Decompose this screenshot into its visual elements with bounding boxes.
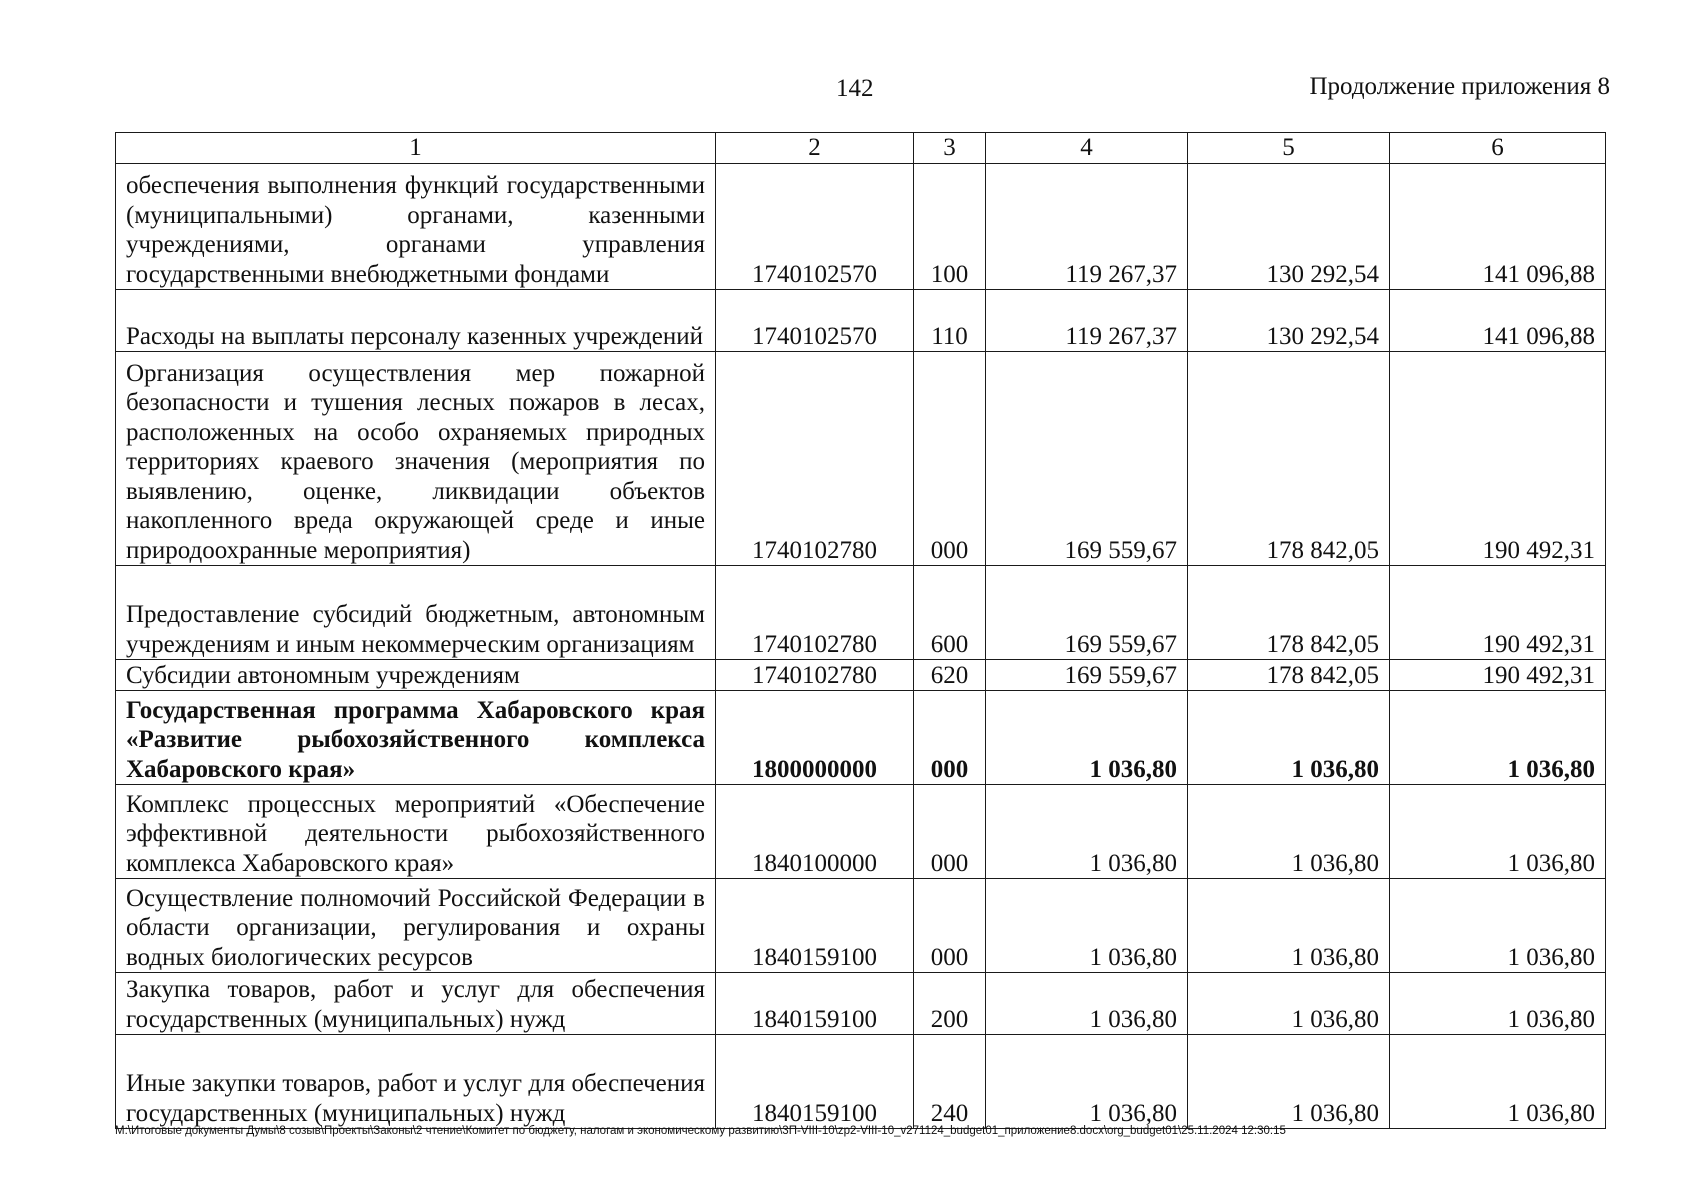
row-target-code: 1840100000 [716,785,914,879]
row-value-year-1: 1 036,80 [986,879,1188,973]
row-value-year-2: 178 842,05 [1188,566,1390,660]
row-value-year-2: 1 036,80 [1188,973,1390,1035]
row-value-year-2: 1 036,80 [1188,785,1390,879]
row-name: Организация осуществления мер пожарной безопасности и тушения лесных пожаров в лесах, расположенных на особо охраняемых природных территориях краевого значения (мероприятия по выявлению, оценке, ликвидации объектов накопленного вреда окружающей среде и иные природоохранные мероприятия) [116,352,716,566]
column-header: 2 [716,133,914,164]
row-expense-type: 200 [914,973,986,1035]
table-header [116,133,1606,164]
row-name: Комплекс процессных мероприятий «Обеспечение эффективной деятельности рыбохозяйственного комплекса Хабаровского края» [116,785,716,879]
row-value-year-2: 130 292,54 [1188,290,1390,352]
row-value-year-3: 190 492,31 [1390,352,1606,566]
row-target-code: 1800000000 [716,691,914,785]
column-header: 4 [986,133,1188,164]
page-number: 142 [836,75,874,102]
row-expense-type: 000 [914,352,986,566]
row-target-code: 1740102780 [716,660,914,691]
row-value-year-2: 130 292,54 [1188,164,1390,290]
row-target-code: 1840159100 [716,1035,914,1129]
row-expense-type: 240 [914,1035,986,1129]
row-target-code: 1740102570 [716,290,914,352]
row-name: обеспечения выполнения функций государственными (муниципальными) органами, казенными учреждениями, органами управления государственными внебюджетными фондами [116,164,716,290]
footer-file-path: M:\Итоговые документы Думы\8 созыв\Проекты\Законы\2 чтение\Комитет по бюджету, налогам и экономическому развитию\3П-VIII-10\zp2-VIII-10_v271124_budget01_приложение8.docx\org_budget01\25.11.2024 12:30:15 [115,1125,1286,1137]
row-value-year-3: 190 492,31 [1390,660,1606,691]
row-name: Иные закупки товаров, работ и услуг для обеспечения государственных (муниципальных) нужд [116,1035,716,1129]
row-expense-type: 100 [914,164,986,290]
column-header: 6 [1390,133,1606,164]
table-row [116,973,1606,1035]
row-value-year-2: 178 842,05 [1188,660,1390,691]
row-value-year-3: 141 096,88 [1390,164,1606,290]
row-name: Предоставление субсидий бюджетным, автономным учреждениям и иным некоммерческим организациям [116,566,716,660]
row-expense-type: 620 [914,660,986,691]
row-name: Государственная программа Хабаровского края «Развитие рыбохозяйственного комплекса Хабаровского края» [116,691,716,785]
row-value-year-3: 1 036,80 [1390,785,1606,879]
table-row [116,164,1606,290]
row-value-year-3: 190 492,31 [1390,566,1606,660]
table-row [116,785,1606,879]
row-value-year-1: 119 267,37 [986,290,1188,352]
page-caption: Продолжение приложения 8 [1309,73,1610,100]
column-header: 3 [914,133,986,164]
row-value-year-1: 119 267,37 [986,164,1188,290]
table-row [116,879,1606,973]
table-row [116,691,1606,785]
row-value-year-1: 169 559,67 [986,660,1188,691]
row-value-year-1: 169 559,67 [986,352,1188,566]
row-value-year-2: 178 842,05 [1188,352,1390,566]
row-value-year-1: 1 036,80 [986,785,1188,879]
row-value-year-3: 1 036,80 [1390,973,1606,1035]
row-value-year-2: 1 036,80 [1188,879,1390,973]
row-value-year-3: 141 096,88 [1390,290,1606,352]
table-row [116,660,1606,691]
row-name: Закупка товаров, работ и услуг для обеспечения государственных (муниципальных) нужд [116,973,716,1035]
row-value-year-3: 1 036,80 [1390,691,1606,785]
row-expense-type: 000 [914,691,986,785]
table-body [116,164,1606,1129]
row-expense-type: 000 [914,785,986,879]
row-value-year-2: 1 036,80 [1188,691,1390,785]
row-name: Осуществление полномочий Российской Федерации в области организации, регулирования и охраны водных биологических ресурсов [116,879,716,973]
row-target-code: 1740102780 [716,566,914,660]
row-value-year-1: 1 036,80 [986,691,1188,785]
header-row [116,133,1606,164]
row-target-code: 1840159100 [716,973,914,1035]
table-row [116,352,1606,566]
table-row [116,1035,1606,1129]
row-name: Расходы на выплаты персоналу казенных учреждений [116,290,716,352]
row-target-code: 1840159100 [716,879,914,973]
row-target-code: 1740102570 [716,164,914,290]
row-value-year-2: 1 036,80 [1188,1035,1390,1129]
row-value-year-1: 1 036,80 [986,1035,1188,1129]
row-value-year-1: 169 559,67 [986,566,1188,660]
row-value-year-3: 1 036,80 [1390,1035,1606,1129]
table-row [116,566,1606,660]
row-name: Субсидии автономным учреждениям [116,660,716,691]
row-expense-type: 600 [914,566,986,660]
row-expense-type: 110 [914,290,986,352]
table-row [116,290,1606,352]
row-value-year-1: 1 036,80 [986,973,1188,1035]
column-header: 5 [1188,133,1390,164]
column-header: 1 [116,133,716,164]
row-value-year-3: 1 036,80 [1390,879,1606,973]
row-target-code: 1740102780 [716,352,914,566]
budget-table [115,132,1606,1129]
row-expense-type: 000 [914,879,986,973]
